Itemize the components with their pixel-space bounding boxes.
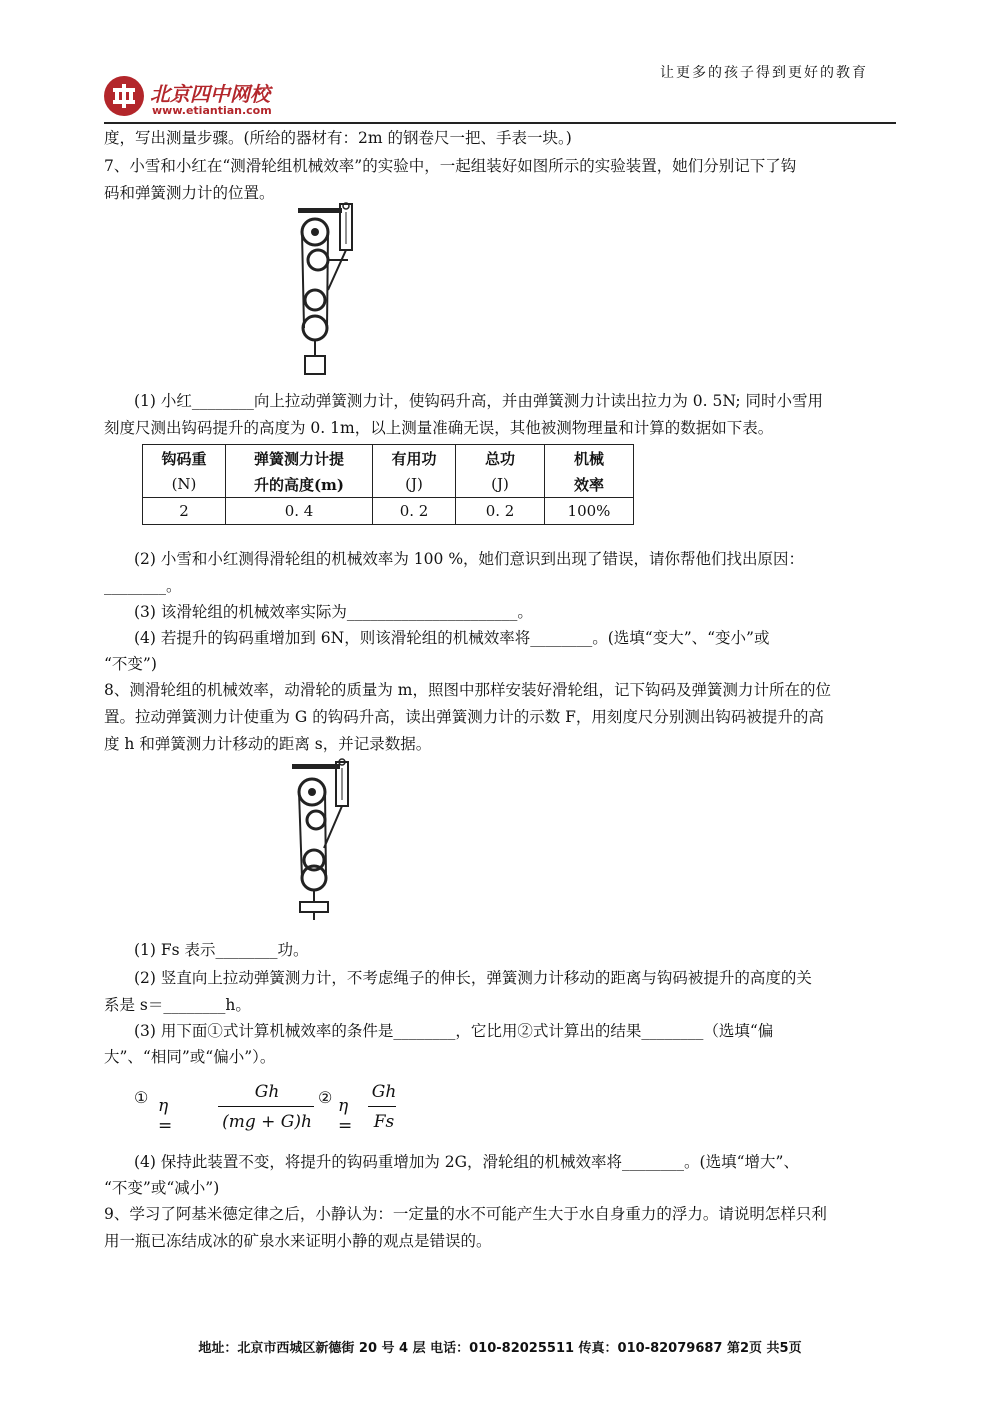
header-slogan: 让更多的孩子得到更好的教育 (660, 65, 868, 81)
question-7-2: (2) 小雪和小红测得滑轮组的机械效率为 100 %，她们意识到出现了错误，请你帮他们找出原因： (134, 550, 805, 568)
text-line: 刻度尺测出钩码提升的高度为 0. 1m，以上测量准确无误，其他被测物理量和计算的数据如下表。 (104, 419, 774, 437)
text-line: 置。拉动弹簧测力计使重为 G 的钩码升高，读出弹簧测力计的示数 F，用刻度尺分别测出钩码被提升的高 (104, 708, 824, 726)
text-line: 度 h 和弹簧测力计移动的距离 s，并记录数据。 (104, 735, 432, 753)
pulley-figure-2 (288, 758, 368, 924)
text-line: 大”、“相同”或“偏小”）。 (104, 1048, 276, 1066)
table-row (143, 498, 634, 525)
table-header-cell: 弹簧测力计提 (226, 445, 373, 472)
page-footer: 地址：北京市西城区新德街 20 号 4 层 电话：010-82025511 传真：010-82079687 第2页 共5页 (198, 1341, 802, 1356)
table-header-cell: 有用功 (373, 445, 456, 472)
question-8-4: (4) 保持此装置不变，将提升的钩码重增加为 2G，滑轮组的机械效率将________。(选填“增大”、 (134, 1153, 799, 1171)
table-cell: 0. 2 (456, 498, 545, 525)
data-table (142, 444, 634, 525)
logo-emblem-icon (104, 76, 144, 116)
table-header-cell: 效率 (545, 471, 634, 498)
table-cell: 2 (143, 498, 226, 525)
question-7-3: (3) 该滑轮组的机械效率实际为______________________。 (134, 603, 533, 621)
formula-2-numerator: Gh (371, 1082, 397, 1102)
formula-2-marker: ② (318, 1088, 333, 1107)
logo-name: 北京四中网校 (150, 82, 270, 106)
eta-symbol: η = (158, 1096, 173, 1136)
table-header-cell: 钩码重 (143, 445, 226, 472)
question-8-2: (2) 竖直向上拉动弹簧测力计，不考虑绳子的伸长，弹簧测力计移动的距离与钩码被提升的高度的关 (134, 969, 812, 987)
formula-2-denominator: Fs (373, 1112, 395, 1132)
table-header-cell: 机械 (545, 445, 634, 472)
table-header-row (143, 471, 634, 498)
table-cell: 100% (545, 498, 634, 525)
table-header-cell: (J) (456, 471, 545, 498)
text-line: 度，写出测量步骤。(所给的器材有：2m 的钢卷尺一把、手表一块。) (104, 129, 572, 147)
question-8-1: (1) Fs 表示________功。 (134, 941, 309, 959)
pulley-figure-1 (290, 200, 370, 380)
logo-url: www.etiantian.com (152, 104, 272, 117)
formula-1-denominator: (mg + G)h (222, 1112, 312, 1132)
question-7: 7、小雪和小红在“测滑轮组机械效率”的实验中，一起组装好如图所示的实验装置，她们分别记下了钩 (104, 157, 797, 175)
text-line: “不变”) (104, 655, 157, 673)
formula-1-marker: ① (134, 1088, 149, 1107)
text-line: 码和弹簧测力计的位置。 (104, 184, 275, 202)
fraction-bar (368, 1106, 396, 1107)
question-8: 8、测滑轮组的机械效率，动滑轮的质量为 m，照图中那样安装好滑轮组，记下钩码及弹簧测力计所在的位 (104, 681, 831, 699)
table-cell: 0. 2 (373, 498, 456, 525)
question-7-4: (4) 若提升的钩码重增加到 6N，则该滑轮组的机械效率将________。(选填“变大”、“变小”或 (134, 629, 770, 647)
page-header (0, 0, 1000, 130)
fraction-bar (218, 1106, 314, 1107)
text-line: 系是 s＝________h。 (104, 996, 251, 1014)
text-line: ________。 (104, 577, 182, 595)
question-7-1: (1) 小红________向上拉动弹簧测力计，使钩码升高，并由弹簧测力计读出拉力为 0. 5N; 同时小雪用 (134, 392, 824, 410)
table-header-cell: 总功 (456, 445, 545, 472)
table-header-row (143, 445, 634, 472)
table-header-cell: 升的高度(m) (226, 471, 373, 498)
question-8-3: (3) 用下面①式计算机械效率的条件是________，它比用②式计算出的结果________（选填“偏 (134, 1022, 774, 1040)
formula-1-numerator: Gh (254, 1082, 280, 1102)
text-line: “不变”或“减小”) (104, 1179, 220, 1197)
eta-symbol: η = (338, 1096, 353, 1136)
table-header-cell: (J) (373, 471, 456, 498)
table-cell: 0. 4 (226, 498, 373, 525)
question-9: 9、学习了阿基米德定律之后，小静认为：一定量的水不可能产生大于水自身重力的浮力。请说明怎样只利 (104, 1205, 827, 1223)
table-header-cell: (N) (143, 471, 226, 498)
header-rule (104, 122, 896, 124)
text-line: 用一瓶已冻结成冰的矿泉水来证明小静的观点是错误的。 (104, 1232, 492, 1250)
